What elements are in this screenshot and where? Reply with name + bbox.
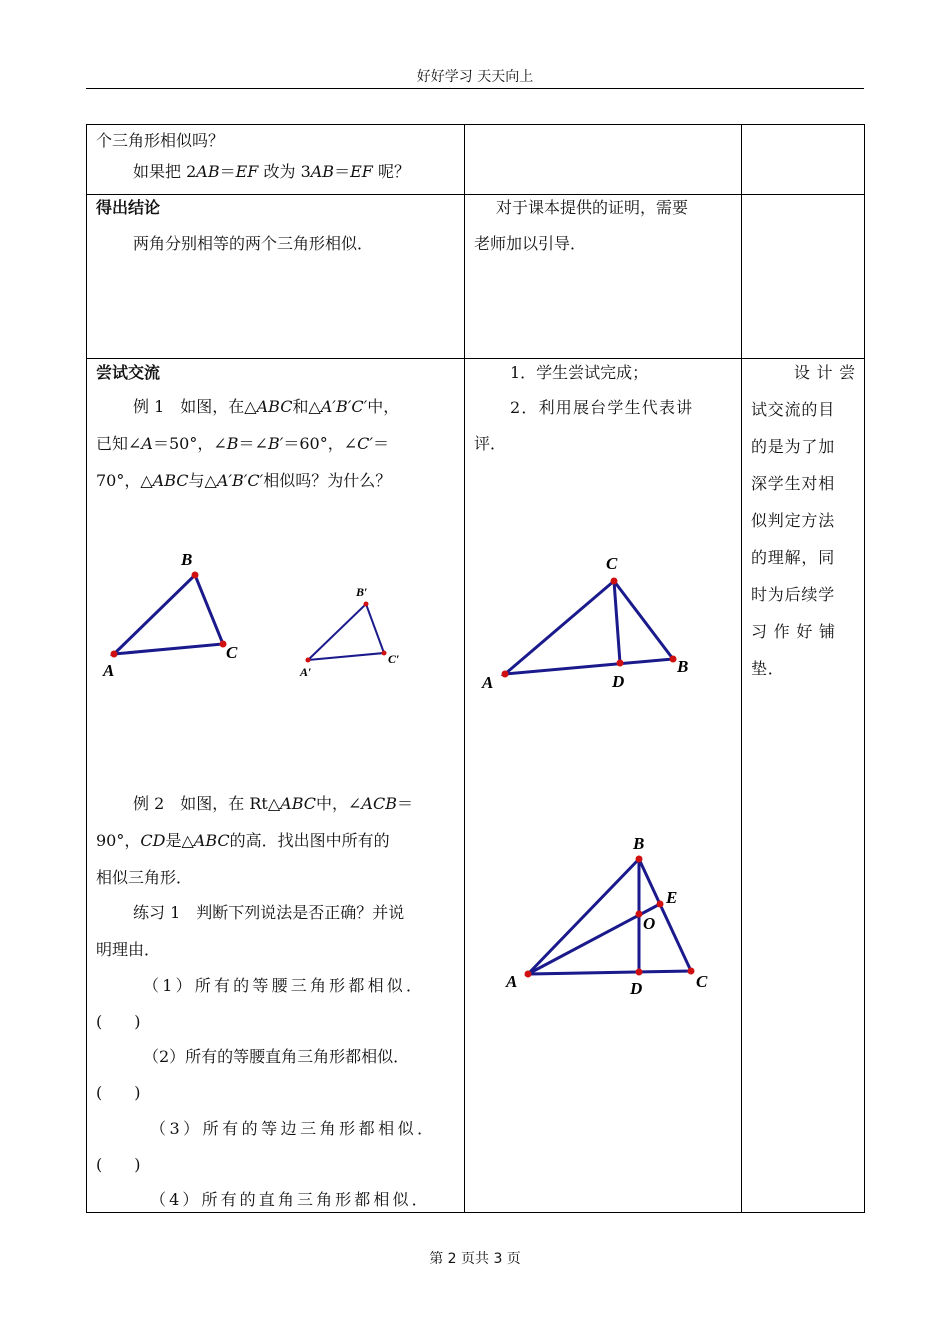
practice-title: 练习 1 判断下列说法是否正确？并说 <box>133 903 405 922</box>
point-c-prime <box>382 651 387 656</box>
row1-line2: 如果把 2AB＝EF 改为 3AB＝EF 呢？ <box>133 162 410 181</box>
practice-item-2: （2）所有的等腰直角三角形都相似． <box>143 1047 410 1066</box>
label-b: B <box>633 834 645 853</box>
altitude-cd <box>614 581 620 663</box>
example1-line1: 例 1 如图，在△ABC和△A′B′C′中， <box>133 397 400 416</box>
design-intent-line: 的理解，同 <box>751 548 836 567</box>
row-divider-2 <box>87 358 864 359</box>
label-a-prime: A′ <box>300 665 312 679</box>
point-b <box>192 572 199 579</box>
conclusion-heading: 得出结论 <box>96 198 161 217</box>
row1-line1: 个三角形相似吗？ <box>96 131 225 150</box>
example1-line3: 70°，△ABC与△A′B′C′相似吗？为什么？ <box>96 471 392 490</box>
try-exchange-heading: 尝试交流 <box>96 363 161 382</box>
label-a: A <box>482 673 494 692</box>
page-footer: 第 2 页共 3 页 <box>429 1251 521 1267</box>
figure-triangle-abc-prime <box>296 580 416 690</box>
point-d <box>636 969 643 976</box>
activity-1: 1．学生尝试完成； <box>510 363 649 382</box>
point-c <box>611 578 618 585</box>
label-c-prime: C′ <box>388 652 400 666</box>
triangle-acb-shape <box>505 581 673 674</box>
label-b: B <box>677 657 689 676</box>
point-e <box>657 901 664 908</box>
point-o <box>636 911 643 918</box>
practice-item-3: （3）所有的等边三角形都相似． <box>150 1119 437 1138</box>
label-b: B <box>181 550 193 569</box>
point-a <box>111 651 118 658</box>
triangle-abc-shape <box>528 859 691 974</box>
figure-triangle-abc <box>96 545 256 685</box>
example1-line2: 已知∠A＝50°，∠B＝∠B′＝60°，∠C′＝ <box>96 434 390 453</box>
design-intent-line: 深学生对相 <box>751 474 836 493</box>
triangle-abc-shape <box>114 575 223 654</box>
example2-line3: 相似三角形． <box>96 868 193 887</box>
practice-blank-1[interactable]: ( ) <box>96 1012 141 1031</box>
col-divider-2 <box>741 125 742 1212</box>
label-b-prime: B′ <box>356 585 368 599</box>
label-c: C <box>696 972 708 991</box>
label-a: A <box>506 972 518 991</box>
label-c: C <box>226 643 238 662</box>
point-d <box>617 660 624 667</box>
practice-item-4: （4）所有的直角三角形都相似． <box>150 1190 431 1209</box>
design-intent-line: 试交流的目 <box>751 400 836 419</box>
point-c <box>688 968 695 975</box>
row-divider-1 <box>87 194 864 195</box>
practice-item-1: （1）所有的等腰三角形都相似． <box>143 976 426 995</box>
col-divider-1 <box>464 125 465 1212</box>
point-b <box>670 656 677 663</box>
design-intent-line: 垫． <box>751 659 785 678</box>
figure-triangle-acb-altitude <box>475 545 715 695</box>
figure-triangle-two-altitudes <box>495 830 735 1010</box>
activity-2-cont: 评． <box>474 434 507 453</box>
point-a <box>525 971 532 978</box>
design-intent <box>751 363 856 696</box>
point-a <box>502 671 509 678</box>
point-b <box>636 856 643 863</box>
practice-title-2: 明理由． <box>96 940 161 959</box>
practice-blank-2[interactable]: ( ) <box>96 1083 141 1102</box>
design-intent-line: 时为后续学 <box>751 585 836 604</box>
teacher-note-2: 老师加以引导． <box>474 234 587 253</box>
point-a-prime <box>306 658 311 663</box>
label-a: A <box>103 661 115 680</box>
label-d: D <box>612 672 625 691</box>
design-intent-line: 习 作 好 铺 <box>751 622 836 641</box>
label-e: E <box>666 888 678 907</box>
conclusion-text: 两角分别相等的两个三角形相似． <box>133 234 374 253</box>
example2-line1: 例 2 如图，在 Rt△ABC中，∠ACB＝ <box>133 794 413 813</box>
example2-line2: 90°，CD是△ABC的高．找出图中所有的 <box>96 831 390 850</box>
label-c: C <box>606 554 618 573</box>
teacher-note-1: 对于课本提供的证明，需要 <box>496 198 689 217</box>
point-b-prime <box>364 602 369 607</box>
design-intent-line: 设 计 尝 <box>793 363 856 382</box>
activity-2: 2．利用展台学生代表讲 <box>510 398 694 417</box>
label-d: D <box>630 979 643 998</box>
triangle-abc-prime-shape <box>308 604 384 660</box>
practice-blank-3[interactable]: ( ) <box>96 1155 141 1174</box>
label-o: O <box>643 914 656 933</box>
design-intent-line: 似判定方法 <box>751 511 836 530</box>
design-intent-line: 的是为了加 <box>751 437 836 456</box>
page-header: 好好学习 天天向上 <box>86 66 864 89</box>
